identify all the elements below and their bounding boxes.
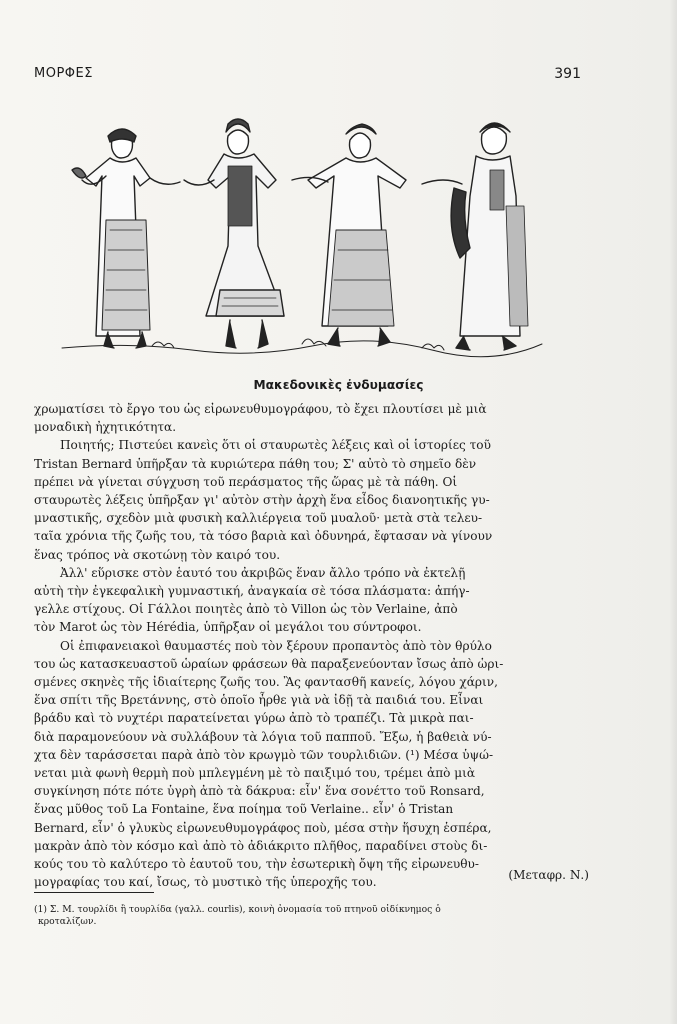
dancers-drawing	[52, 110, 552, 370]
text-line: ἕνας μῦθος τοῦ La Fontaine, ἕνα ποίημα τοῦ Verlaine.. εἶν' ὁ Tristan	[34, 802, 454, 817]
dancer-figure-4	[422, 123, 528, 350]
text-line: Bernard, εἶν' ὁ γλυκὺς εἰρωνευθυμογράφος ποὺ, μέσα στὴν ἥσυχη ἑσπέρα,	[34, 820, 492, 835]
text-line: μογραφίας του καί, ἴσως, τὸ μυστικὸ τῆς ὑπεροχῆς του.	[34, 875, 377, 890]
page-number: 391	[554, 66, 581, 82]
text-line: σμένες σκηνὲς τῆς ἰδιαίτερης ζωῆς του. Ἂς φαντασθῆ κανείς, λόγου χάριν,	[34, 675, 498, 690]
page-edge-shadow	[669, 0, 677, 1024]
text-line: χρωματίσει τὸ ἔργο του ὡς εἰρωνευθυμογράφου, τὸ ἔχει πλουτίσει μὲ μιὰ	[34, 402, 487, 416]
text-line: ἕνα σπίτι τῆς Βρετάννης, στὸ ὁποῖο ἦρθε γιὰ νὰ ἰδῇ τὰ παιδιά του. Εἶναι	[34, 693, 484, 708]
text-line: γελλε στίχους. Οἱ Γάλλοι ποιητὲς ἀπὸ τὸ Villon ὡς τὸν Verlaine, ἀπὸ	[34, 602, 458, 617]
text-line: ἕνας τρόπος νὰ σκοτώνῃ τὸν καιρό του.	[34, 547, 281, 562]
text-line: συγκίνηση πότε πότε ὑγρὴ ἀπὸ τὰ δάκρυα: εἶν' ἕνα σονέττο τοῦ Ronsard,	[34, 784, 485, 799]
text-line: Ἀλλ' εὕρισκε στὸν ἑαυτό του ἀκριβῶς ἕναν ἄλλο τρόπο νὰ ἐκτελῇ	[60, 565, 466, 580]
figure-caption: Μακεδονικὲς ἐνδυμασίες	[253, 378, 424, 392]
text-line: χτα δὲν ταράσσεται παρὰ ἀπὸ τὸν κρωγμὸ τῶν τουρλιδιῶν. (¹) Μέσα ὑψώ-	[34, 747, 494, 762]
text-line: μακρὰν ἀπὸ τὸν κόσμο καὶ ἀπὸ τὸ ἀδιάκριτο πλῆθος, παραδίνει στοὺς δι-	[34, 838, 488, 853]
dancer-figure-3	[292, 124, 406, 346]
text-line: μοναδικὴ ἠχητικότητα.	[34, 420, 177, 435]
footnote	[34, 904, 582, 928]
running-head: ΜΟΡΦΕΣ	[34, 66, 93, 81]
text-line: κούς του τὸ καλύτερο τὸ ἑαυτοῦ του, τὴν ἐσωτερικὴ ὄψη τῆς εἰρωνευθυ-	[34, 857, 480, 872]
text-line: μναστικῆς, σχεδὸν μιὰ φυσικὴ καλλιέργεια τοῦ μυαλοῦ· μετὰ στὰ τελευ-	[34, 511, 483, 526]
illustration-dancers	[52, 110, 552, 370]
text-line: του ὡς κατασκευαστοῦ ὡραίων φράσεων θὰ παραξενεύονταν ἴσως ἀπὸ ὡρι-	[34, 656, 504, 671]
text-line: νεται μιὰ φωνὴ θερμὴ ποὺ μπλεγμένη μὲ τὸ παιξιμό του, τρέμει ἀπὸ μιὰ	[34, 766, 476, 781]
text-line: διὰ παραμονεύουν νὰ συλλάβουν τὰ λόγια τοῦ παπποῦ. Ἔξω, ἡ βαθειὰ νύ-	[34, 729, 492, 744]
dancer-figure-2	[184, 119, 284, 348]
text-line: τὸν Marot ὡς τὸν Hérédia, ὑπῆρξαν οἱ μεγάλοι του σύντροφοι.	[34, 620, 422, 635]
text-line: Tristan Bernard ὑπῆρξαν τὰ κυριώτερα πάθη του; Σ' αὐτὸ τὸ σημεῖο δὲν	[34, 456, 477, 471]
text-line: Ποιητής; Πιστεύει κανεὶς ὅτι οἱ σταυρωτὲς λέξεις καὶ οἱ ἱστορίες τοῦ	[60, 438, 491, 453]
text-line: βράδυ καὶ τὸ νυχτέρι παρατείνεται γύρω ἀπὸ τὸ τραπέζι. Τὰ μικρὰ παι-	[34, 711, 474, 726]
dancer-figure-1	[72, 129, 180, 348]
text-line: σταυρωτὲς λέξεις ὑπῆρξαν γι' αὐτὸν στὴν ἀρχὴ ἕνα εἶδος διανοητικῆς γυ-	[34, 493, 490, 508]
text-line: ταῖα χρόνια τῆς ζωῆς του, τὰ τόσο βαριὰ καὶ ὀδυνηρά, ἔφτασαν νὰ γίνουν	[34, 529, 493, 544]
text-line: Οἱ ἐπιφανειακοὶ θαυμαστές ποὺ τὸν ξέρουν προπαντὸς ἀπὸ τὸν θρύλο	[60, 638, 492, 653]
article-body	[34, 400, 574, 891]
footnote-line-2: κροταλίζων.	[38, 916, 97, 927]
text-line: πρέπει νὰ γίνεται σύγχυση τοῦ περάσματος τῆς ὥρας μὲ τὰ πάθη. Οἱ	[34, 474, 458, 489]
footnote-line-1: (1) Σ. Μ. τουρλίδι ἢ τουρλίδα (γαλλ. courlis), κοινὴ ὀνομασία τοῦ πτηνοῦ οἰδίκνημος ὁ	[34, 904, 441, 915]
text-line: αὐτὴ τὴν ἐγκεφαλικὴ γυμναστική, ἀναγκαία σὲ τόσα πλάσματα: ἀπήγ-	[34, 584, 470, 599]
footnote-rule	[34, 892, 154, 893]
translator-signature: (Μεταφρ. Ν.)	[508, 868, 589, 882]
